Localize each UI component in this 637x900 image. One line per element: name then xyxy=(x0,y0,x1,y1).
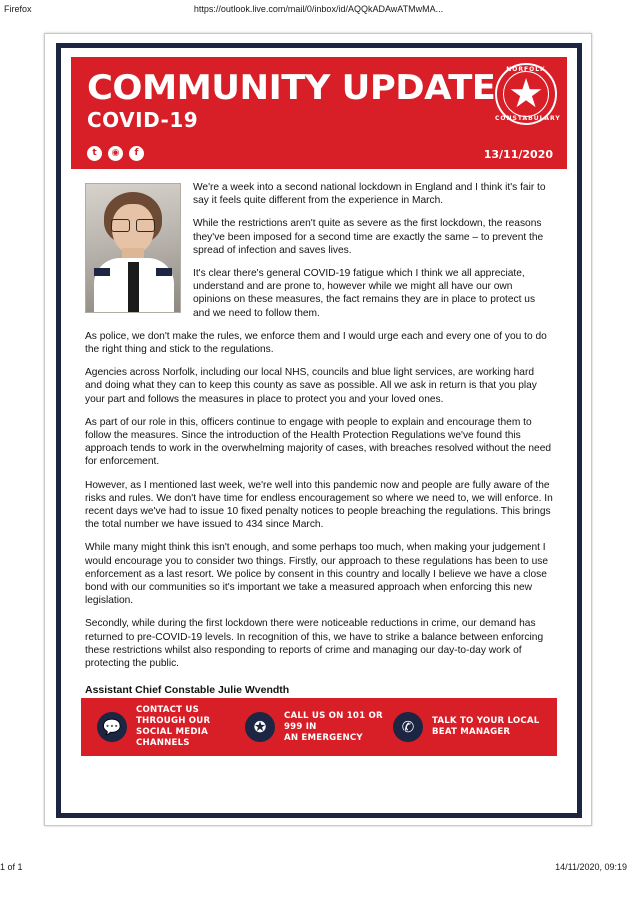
portrait-epaulette-right xyxy=(156,268,172,276)
document-content xyxy=(71,57,567,804)
speech-bubble-icon: 💬 xyxy=(97,712,127,742)
police-badge-icon: ✪ xyxy=(245,712,275,742)
footer-line-1: CONTACT US THROUGH OUR xyxy=(136,705,211,726)
author-portrait-photo xyxy=(85,183,181,313)
letter-body xyxy=(71,169,567,705)
letter-paragraph: Agencies across Norfolk, including our local NHS, councils and blue light services, are working hard and doing what they can to keep this county as save as possible. All we ask in return is that you play your part and follows the measures in place to protect you and your loved ones. xyxy=(85,367,537,405)
facebook-icon[interactable]: f xyxy=(129,146,144,161)
footer-item-text xyxy=(284,711,393,744)
footer-item-beat-manager[interactable] xyxy=(393,712,541,742)
scanned-document xyxy=(44,33,592,826)
letter-paragraph: It's clear there's general COVID-19 fatigue which I think we all appreciate, understand and are prone to, however while we might all have our own opinions on these measures, the fact remains they are in place to protect us and we need to follow them. xyxy=(193,268,536,319)
letter-paragraph: As part of our role in this, officers continue to engage with people to explain and encourage them to follow the measures. Since the introduction of the Health Protection Regulations we've found this approach tends to work in the overwhelming majority of cases, with breaches resolved without the need for enforcement. xyxy=(85,416,552,468)
letter-paragraph: However, as I mentioned last week, we're well into this pandemic now and people are fully aware of the risks and rules. We don't have time for endless encouragement so where we need to, we will enforce. In recent days we've had to issue 10 fixed penalty notices to people breaching the regulations. This brings the total number we have issued to 434 since March. xyxy=(85,479,553,531)
twitter-icon[interactable]: t xyxy=(87,146,102,161)
banner-date: 13/11/2020 xyxy=(483,148,553,161)
print-timestamp: 14/11/2020, 09:19 xyxy=(555,862,627,872)
footer-line-2: AN EMERGENCY xyxy=(284,732,363,743)
footer-item-social-media[interactable] xyxy=(97,705,245,749)
norfolk-constabulary-crest-icon xyxy=(495,63,561,125)
document-banner xyxy=(71,57,567,169)
footer-item-text xyxy=(136,705,245,749)
crest-text-bottom: CONSTABULARY xyxy=(495,115,561,122)
crest-star-icon: ★ xyxy=(508,71,544,117)
page-indicator: 1 of 1 xyxy=(0,862,23,872)
contact-footer-bar xyxy=(81,698,557,756)
letter-paragraph: Secondly, while during the first lockdown there were noticeable reductions in crime, our demand has returned to pre-COVID-19 levels. In recognition of this, we have to strike a balance between enforcing these restrictions whilst also responding to reports of crime and managing our day-to-day work of protecting the public. xyxy=(85,618,544,670)
letter-signoff: Assistant Chief Constable Julie Wvendth xyxy=(85,684,290,697)
phone-icon: ✆ xyxy=(393,712,423,742)
banner-subtitle: COVID-19 xyxy=(87,108,199,132)
instagram-icon[interactable]: ◉ xyxy=(108,146,123,161)
footer-line-1: CALL US ON 101 OR 999 IN xyxy=(284,710,383,732)
browser-url: https://outlook.live.com/mail/0/inbox/id/AQQkADAwATMwMA... xyxy=(193,4,444,14)
letter-paragraph: We're a week into a second national lockdown in England and I think it's fair to say it feels quite different from the experience in March. xyxy=(193,182,546,207)
letter-paragraph: As police, we don't make the rules, we enforce them and I would urge each and every one of you to do the right thing and stick to the regulations. xyxy=(85,330,547,356)
portrait-glasses xyxy=(111,219,155,231)
footer-line-2: SOCIAL MEDIA CHANNELS xyxy=(136,727,208,748)
letter-paragraph: While many might think this isn't enough, and some perhaps too much, when making your judgement I would encourage you to consider two things. Firstly, our approach to these regulations has been to use enforcement as a last resort. We police by consent in this country and locally I believe we have a close bond with our communities so it's important we take a measured approach when enforcing this new legislation. xyxy=(85,542,549,607)
footer-item-phone-numbers[interactable] xyxy=(245,711,393,744)
letter-paragraph: While the restrictions aren't quite as severe as the first lockdown, the reasons they've been imposed for a second time are exactly the same – to prevent the spread of infection and saves lives. xyxy=(193,218,544,256)
footer-line-1: TALK TO YOUR LOCAL xyxy=(432,716,540,726)
social-icons xyxy=(87,146,144,161)
banner-title: COMMUNITY UPDATE xyxy=(87,68,496,108)
browser-app-label: Firefox xyxy=(4,4,32,14)
portrait-epaulette-left xyxy=(94,268,110,276)
document-border xyxy=(56,43,582,818)
crest-text-top: NORFOLK xyxy=(506,66,546,73)
footer-line-2: BEAT MANAGER xyxy=(432,727,511,737)
portrait-tie xyxy=(128,262,139,313)
footer-item-text xyxy=(432,716,539,738)
